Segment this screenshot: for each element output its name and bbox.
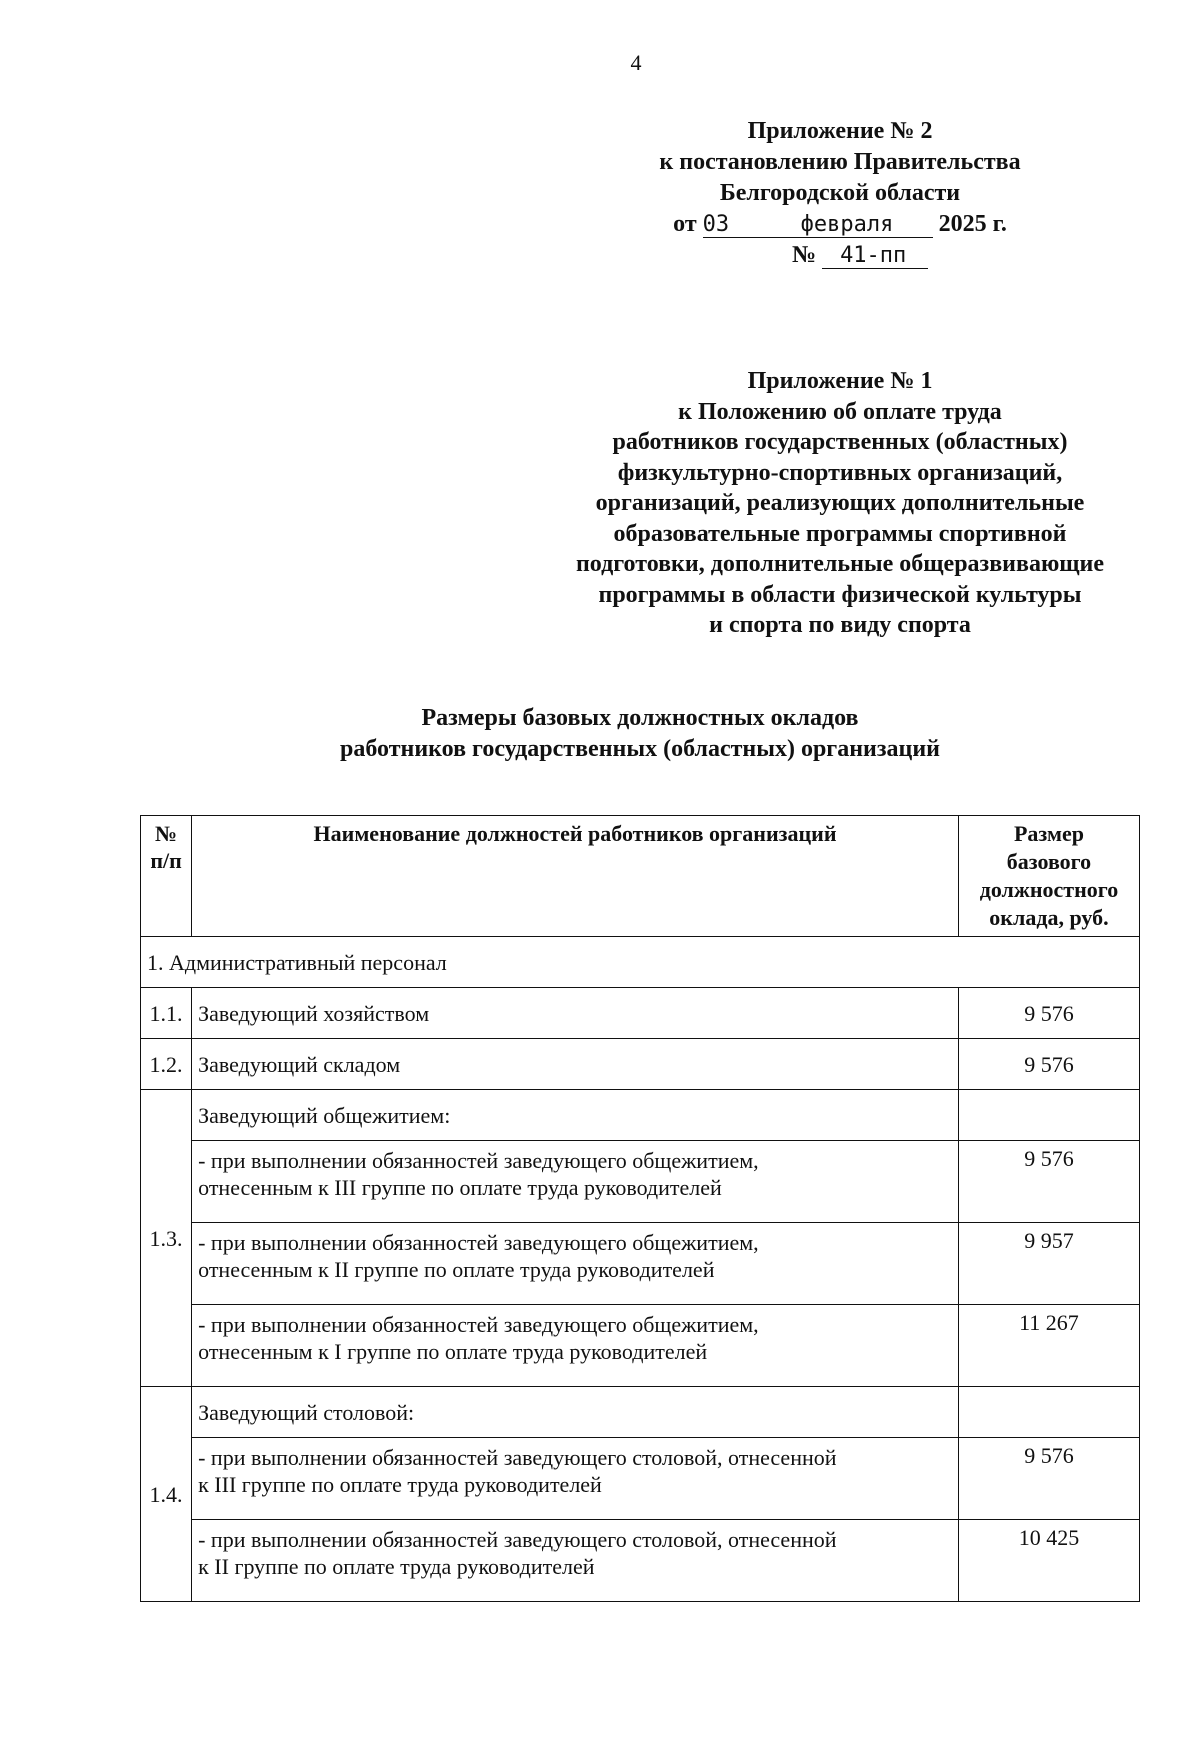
row-name	[192, 1305, 959, 1387]
row-value: 9 576	[958, 1438, 1139, 1520]
row-name-line: - при выполнении обязанностей заведующего общежитием,	[198, 1312, 759, 1337]
row-num: 1.3.	[141, 1090, 192, 1387]
annex2-line: Белгородской области	[719, 180, 961, 206]
annex1-heading	[520, 366, 1160, 641]
annex1-line: работников государственных (областных)	[612, 429, 1068, 455]
annex2-number-line	[620, 240, 1060, 271]
row-value: 9 957	[958, 1223, 1139, 1305]
row-name: Заведующий хозяйством	[192, 988, 959, 1039]
title-line: Размеры базовых должностных окладов	[421, 705, 859, 731]
row-name	[192, 1223, 959, 1305]
row-name: Заведующий складом	[192, 1039, 959, 1090]
header-value	[958, 816, 1139, 937]
row-num: 1.2.	[141, 1039, 192, 1090]
page-number: 4	[630, 50, 642, 75]
annex1-line: организаций, реализующих дополнительные	[595, 490, 1085, 516]
row-name	[192, 1520, 959, 1602]
date-prefix: от	[673, 211, 697, 237]
annex1-line: к Положению об оплате труда	[678, 398, 1002, 425]
table-row	[141, 1090, 1140, 1141]
salary-table	[140, 815, 1140, 1602]
table-row	[141, 1305, 1140, 1387]
row-value: 9 576	[958, 1039, 1139, 1090]
row-name: Заведующий столовой:	[192, 1387, 959, 1438]
section-row	[141, 937, 1140, 988]
row-name-line: - при выполнении обязанностей заведующего общежитием,	[198, 1230, 759, 1255]
row-value: 10 425	[958, 1520, 1139, 1602]
section-title: 1. Административный персонал	[141, 937, 1140, 988]
header-value-line: должностного	[979, 877, 1119, 902]
annex1-line: образовательные программы спортивной	[613, 520, 1067, 547]
annex1-line: и спорта по виду спорта	[709, 612, 971, 638]
annex1-line: физкультурно-спортивных организаций,	[617, 459, 1063, 486]
row-name-line: отнесенным к II группе по оплате труда руководителей	[198, 1257, 715, 1282]
header-value-line: базового	[1006, 849, 1092, 874]
table-header-row	[141, 816, 1140, 937]
date-day: 03	[703, 213, 763, 238]
table-row	[141, 1438, 1140, 1520]
annex2-title: Приложение № 2	[747, 118, 933, 144]
row-name-line: к II группе по оплате труда руководителей	[198, 1554, 595, 1579]
header-name: Наименование должностей работников организаций	[192, 816, 959, 937]
number-prefix: №	[791, 242, 817, 268]
header-num-line: п/п	[150, 848, 182, 873]
row-value-empty	[958, 1090, 1139, 1141]
row-name: Заведующий общежитием:	[192, 1090, 959, 1141]
annex2-line: к постановлению Правительства	[659, 149, 1021, 175]
row-num: 1.4.	[141, 1387, 192, 1602]
header-num	[141, 816, 192, 937]
row-name-line: - при выполнении обязанностей заведующего столовой, отнесенной	[198, 1445, 837, 1470]
annex1-line: Приложение № 1	[747, 368, 933, 394]
annex2-date-line	[620, 209, 1060, 240]
row-num: 1.1.	[141, 988, 192, 1039]
table-row	[141, 1520, 1140, 1602]
row-value: 9 576	[958, 1141, 1139, 1223]
annex1-line: программы в области физической культуры	[598, 581, 1082, 608]
header-value-line: Размер	[1013, 821, 1084, 846]
row-name-line: - при выполнении обязанностей заведующего столовой, отнесенной	[198, 1527, 837, 1552]
row-name	[192, 1141, 959, 1223]
row-value-empty	[958, 1387, 1139, 1438]
table-row	[141, 1141, 1140, 1223]
row-name	[192, 1438, 959, 1520]
header-value-line: оклада, руб.	[989, 905, 1109, 930]
table-row	[141, 1223, 1140, 1305]
row-name-line: отнесенным к I группе по оплате труда руководителей	[198, 1339, 708, 1364]
row-name-line: к III группе по оплате труда руководителей	[198, 1472, 602, 1497]
document-title	[260, 703, 1020, 765]
date-month: февраля	[763, 213, 933, 238]
row-value: 11 267	[958, 1305, 1139, 1387]
table-row	[141, 988, 1140, 1039]
table-row	[141, 1039, 1140, 1090]
row-name-line: - при выполнении обязанностей заведующего общежитием,	[198, 1148, 759, 1173]
annex1-line: подготовки, дополнительные общеразвивающие	[575, 551, 1105, 577]
title-line: работников государственных (областных) организаций	[340, 736, 940, 762]
header-num-line: №	[155, 821, 178, 846]
date-year: 2025 г.	[938, 211, 1007, 237]
document-number: 41-пп	[822, 244, 928, 269]
row-name-line: отнесенным к III группе по оплате труда руководителей	[198, 1175, 722, 1200]
annex2-heading	[620, 116, 1060, 271]
table-row	[141, 1387, 1140, 1438]
row-value: 9 576	[958, 988, 1139, 1039]
